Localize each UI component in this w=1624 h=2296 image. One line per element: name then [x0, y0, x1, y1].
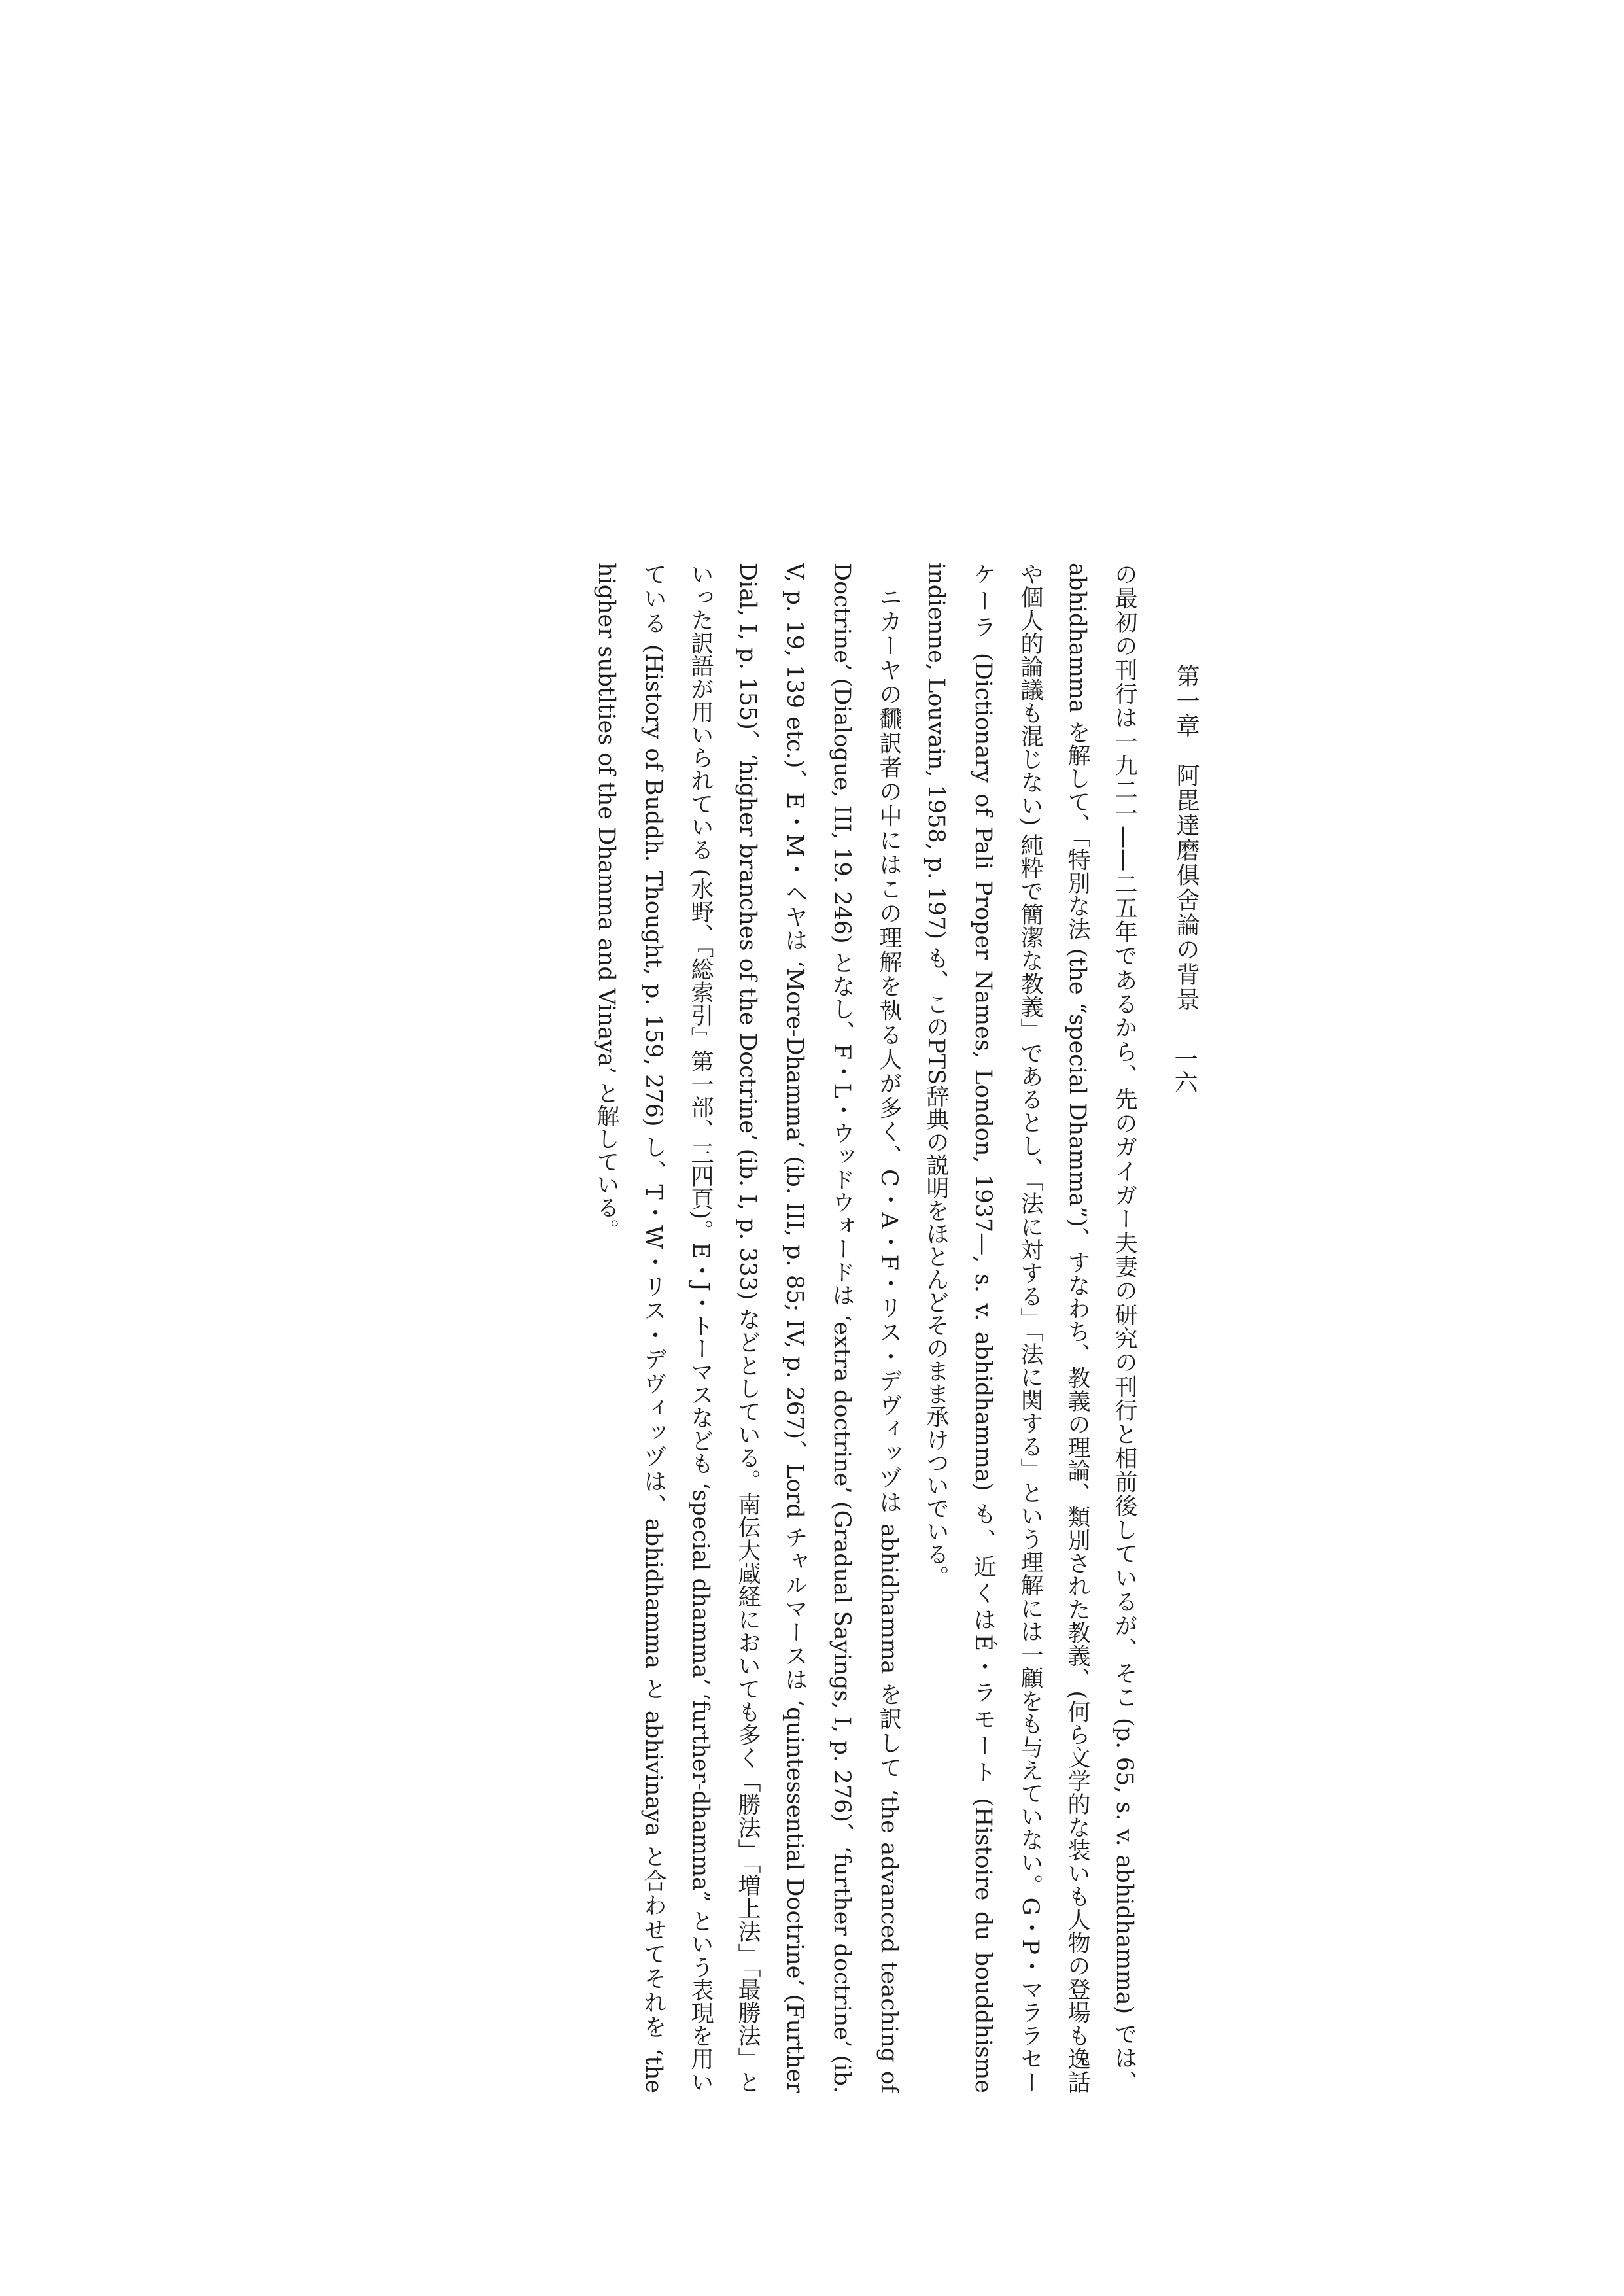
page-number: 一六	[1171, 1047, 1198, 1094]
running-title: 第一章 阿毘達磨俱舍論の背景	[1173, 664, 1200, 1012]
body-text	[275, 563, 1148, 2093]
paragraph: の最初の刊行は一九二一——二五年であるから、先のガイガー夫妻の研究の刊行と相前後しているが、そこ (p. 65, s. v. abhidhamma) では、abhidhamma を解して、「特別な法 (the “special Dhamma”)、すなわち、教義の理論、類別された教義、(何ら文学的な装いも人物の登場も逸話や個人的論議も混じない) 純粋で簡潔な教義」であるとし、「法に対する」「法に関する」という理解には一顧をも与えていない。G・P・マララセーケーラ (Dictionary of Pali Proper Names, London, 1937—, s. v. abhidhamma) も、近くはÉ・ラモート (Histoire du bouddhisme indienne, Louvain, 1958, p. 197) も、このPTS辞典の説明をほとんどそのまま承けついでいる。	[923, 563, 1137, 2093]
paragraph: ニカーヤの飜訳者の中にはこの理解を執る人が多く、C・A・F・リス・デヴィッヅは abhidhamma を訳して ‘the advanced teaching of Doctrine’ (Dialogue, III, 19. 246) となし、F・L・ウッドウォードは ‘extra doctrine’ (Gradual Sayings, I, p. 276)、‘further doctrine’ (ib. V, p. 19, 139 etc.)、E・M・ヘヤは ‘More-Dhamma’ (ib. III, p. 85; IV, p. 267)、Lord チャルマースは ‘quintessential Doctrine’ (Further Dial, I, p. 155)、‘higher branches of the Doctrine’ (ib. I, p. 333) などとしている。南伝大蔵経においても多く「勝法」「増上法」「最勝法」といった訳語が用いられている (水野、『総索引』第一部、三四頁)。E・J・トーマスなども ‘special dhamma’ ‘further-dhamma” という表現を用いている (History of Buddh. Thought, p. 159, 276) し、T・W・リス・デヴィッヅは、abhidhamma と abhivinaya と合わせてそれを ‘the higher subtlties of the Dhamma and Vinaya’ と解している。	[593, 563, 902, 2093]
